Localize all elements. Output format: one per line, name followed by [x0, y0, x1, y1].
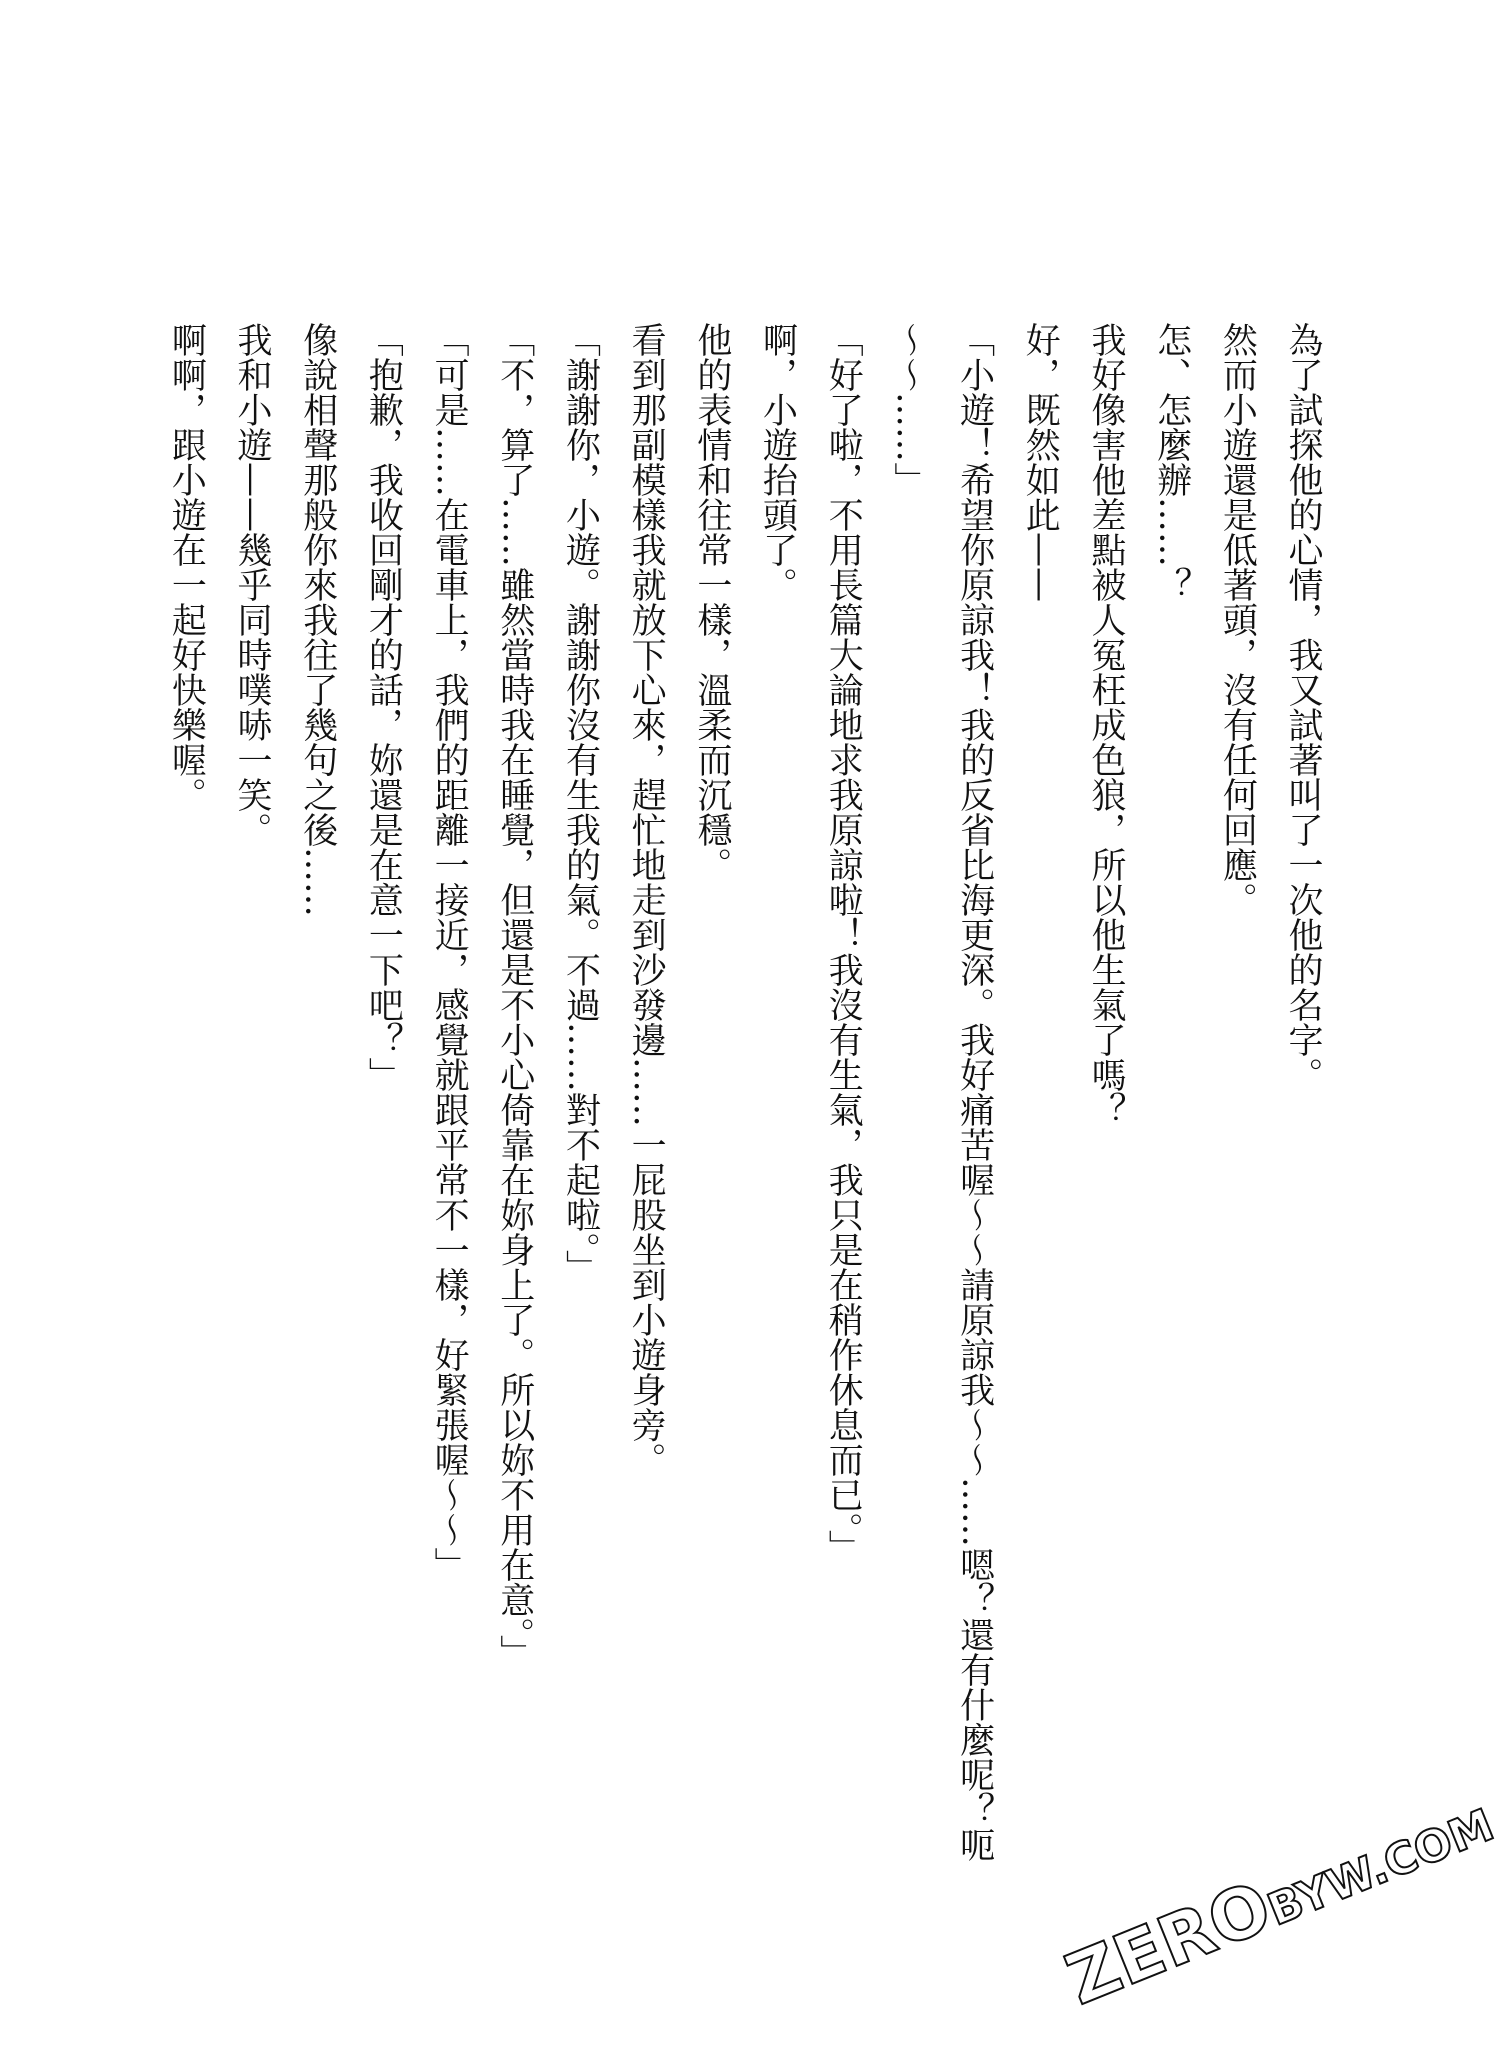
text-line: 「謝謝你，小遊。謝謝你沒有生我的氣。不過……對不起啦。」 [560, 322, 601, 1285]
text-line: 為了試探他的心情，我又試著叫了一次他的名字。 [1283, 322, 1323, 1092]
text-line: 看到那副模樣我就放下心來，趕忙地走到沙發邊……一屁股坐到小遊身旁。 [626, 322, 667, 1477]
text-line: 然而小遊還是低著頭，沒有任何回應。 [1217, 322, 1258, 917]
text-line: 啊啊，跟小遊在一起好快樂喔。 [166, 322, 207, 812]
text-line: 怎、怎麼辦……？ [1151, 322, 1192, 602]
text-line: 「可是……在電車上，我們的距離一接近，感覺就跟平常不一樣，好緊張喔～～」 [429, 322, 470, 1582]
text-line: 他的表情和往常一樣，溫柔而沉穩。 [691, 322, 732, 882]
watermark-zero: ZERO [1055, 1865, 1283, 2022]
watermark-domain: BYW.COM [1260, 1799, 1501, 1937]
text-line: ～～……」 [888, 322, 929, 497]
text-line: 我好像害他差點被人冤枉成色狼，所以他生氣了嗎？ [1085, 322, 1126, 1127]
text-line: 「抱歉，我收回剛才的話，妳還是在意一下吧？」 [363, 322, 404, 1092]
novel-page-text [153, 322, 1335, 1982]
text-line: 啊，小遊抬頭了。 [757, 322, 798, 602]
text-line: 像說相聲那般你來我往了幾句之後…… [297, 322, 338, 917]
text-line: 「不，算了……雖然當時我在睡覺，但還是不小心倚靠在妳身上了。所以妳不用在意。」 [494, 322, 535, 1670]
text-line: 我和小遊——幾乎同時噗哧一笑。 [232, 322, 272, 847]
text-line: 「小遊！希望你原諒我！我的反省比海更深。我好痛苦喔～～請原諒我～～……嗯？還有什麼呢？呃 [954, 322, 995, 1862]
text-line: 「好了啦，不用長篇大論地求我原諒啦！我沒有生氣，我只是在稍作休息而已。」 [823, 322, 864, 1565]
text-line: 好，既然如此—— [1020, 322, 1061, 602]
